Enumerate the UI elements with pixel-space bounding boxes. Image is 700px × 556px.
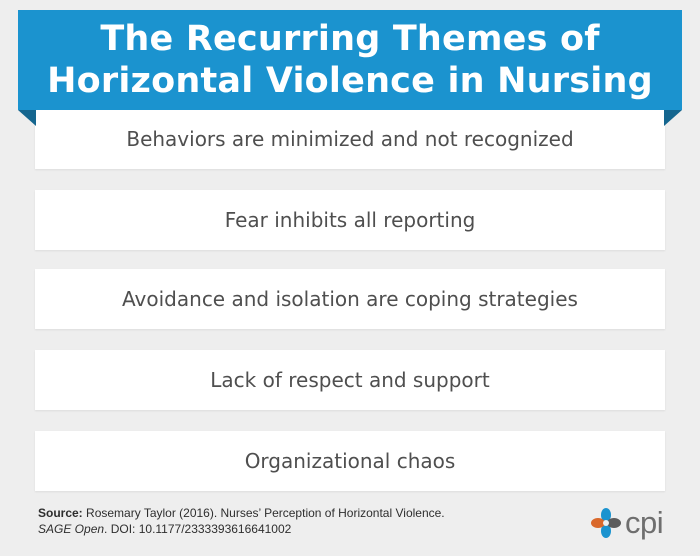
banner-fold-left: [18, 110, 36, 126]
title-banner: [18, 10, 682, 110]
source-citation-text: Rosemary Taylor (2016). Nurses’ Perception of Horizontal Violence.: [82, 506, 445, 520]
title-line-2: Horizontal Violence in Nursing: [47, 61, 653, 101]
theme-card: [35, 269, 665, 329]
banner-fold-right: [664, 110, 682, 126]
theme-card: [35, 109, 665, 169]
cpi-logo: [590, 505, 663, 541]
theme-text: Organizational chaos: [244, 449, 456, 473]
theme-text: Fear inhibits all reporting: [224, 208, 476, 232]
title-line-1: The Recurring Themes of: [100, 19, 600, 59]
source-doi: . DOI: 10.1177/2333393616641002: [104, 522, 292, 536]
cpi-flower-logo-icon: [590, 507, 622, 539]
source-label: Source:: [38, 506, 83, 520]
theme-text: Lack of respect and support: [210, 368, 490, 392]
source-citation: [38, 505, 558, 537]
theme-text: Avoidance and isolation are coping strategies: [122, 287, 578, 311]
theme-card: [35, 350, 665, 410]
theme-card: [35, 190, 665, 250]
source-journal: SAGE Open: [38, 522, 105, 536]
theme-text: Behaviors are minimized and not recognized: [126, 127, 574, 151]
theme-card: [35, 431, 665, 491]
logo-text: cpi: [625, 505, 664, 540]
